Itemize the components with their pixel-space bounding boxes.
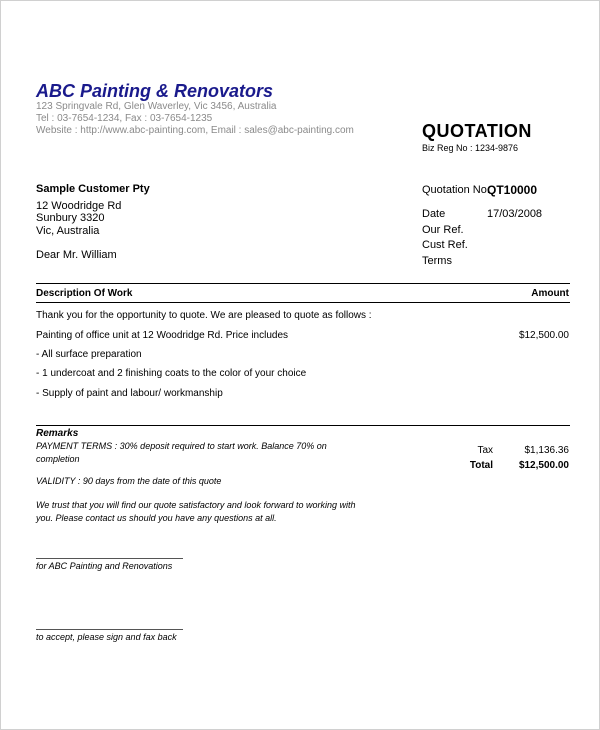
tax-value: $1,136.36	[524, 445, 569, 456]
date-value: 17/03/2008	[487, 208, 543, 220]
total-value: $12,500.00	[518, 460, 569, 471]
terms-label: Terms	[422, 255, 452, 267]
intro-text: Thank you for the opportunity to quote. We are pleased to quote as follows :	[36, 310, 372, 321]
greeting: Dear Mr. William	[36, 249, 117, 261]
col-amount: Amount	[531, 288, 569, 299]
bullet-item: - All surface preparation	[36, 349, 142, 360]
company-name: ABC Painting & Renovators	[36, 81, 274, 101]
customer-name: Sample Customer Pty	[36, 183, 150, 195]
tax-label: Tax	[477, 445, 493, 456]
quote-no: QT10000	[487, 183, 538, 197]
closing-text: We trust that you will find our quote satisfactory and look forward to working with	[36, 500, 356, 510]
company-signature-line	[36, 558, 183, 559]
payment-terms: PAYMENT TERMS : 30% deposit required to start work. Balance 70% on	[36, 441, 327, 451]
customer-signature-line	[36, 629, 183, 630]
total-label: Total	[469, 460, 493, 471]
company-phone: Tel : 03-7654-1234, Fax : 03-7654-1235	[36, 113, 213, 124]
quote-no-label: Quotation No.	[422, 184, 490, 196]
payment-terms-cont: completion	[36, 454, 80, 464]
customer-signature-label: to accept, please sign and fax back	[36, 632, 177, 642]
customer-address-2: Sunbury 3320	[36, 212, 105, 224]
bullet-item: - 1 undercoat and 2 finishing coats to the color of your choice	[36, 368, 307, 379]
customer-address-3: Vic, Australia	[36, 225, 100, 237]
biz-reg: Biz Reg No : 1234-9876	[422, 143, 519, 153]
company-address: 123 Springvale Rd, Glen Waverley, Vic 3456, Australia	[36, 101, 277, 112]
remarks-heading: Remarks	[36, 428, 79, 439]
col-description: Description Of Work	[36, 288, 133, 299]
validity: VALIDITY : 90 days from the date of this quote	[36, 476, 222, 486]
line-item-amount: $12,500.00	[518, 330, 569, 341]
divider	[36, 425, 570, 426]
company-signature-label: for ABC Painting and Renovations	[36, 561, 173, 571]
divider	[36, 283, 570, 284]
line-item: Painting of office unit at 12 Woodridge Rd. Price includes	[36, 330, 289, 341]
customer-address-1: 12 Woodridge Rd	[36, 200, 122, 212]
document-title: QUOTATION	[422, 121, 532, 141]
our-ref-label: Our Ref.	[422, 224, 464, 236]
cust-ref-label: Cust Ref.	[422, 239, 468, 251]
company-web: Website : http://www.abc-painting.com, Email : sales@abc-painting.com	[36, 125, 354, 136]
date-label: Date	[422, 208, 446, 220]
closing-text-cont: you. Please contact us should you have any questions at all.	[36, 513, 277, 523]
bullet-item: - Supply of paint and labour/ workmanship	[36, 388, 223, 399]
divider	[36, 302, 570, 303]
